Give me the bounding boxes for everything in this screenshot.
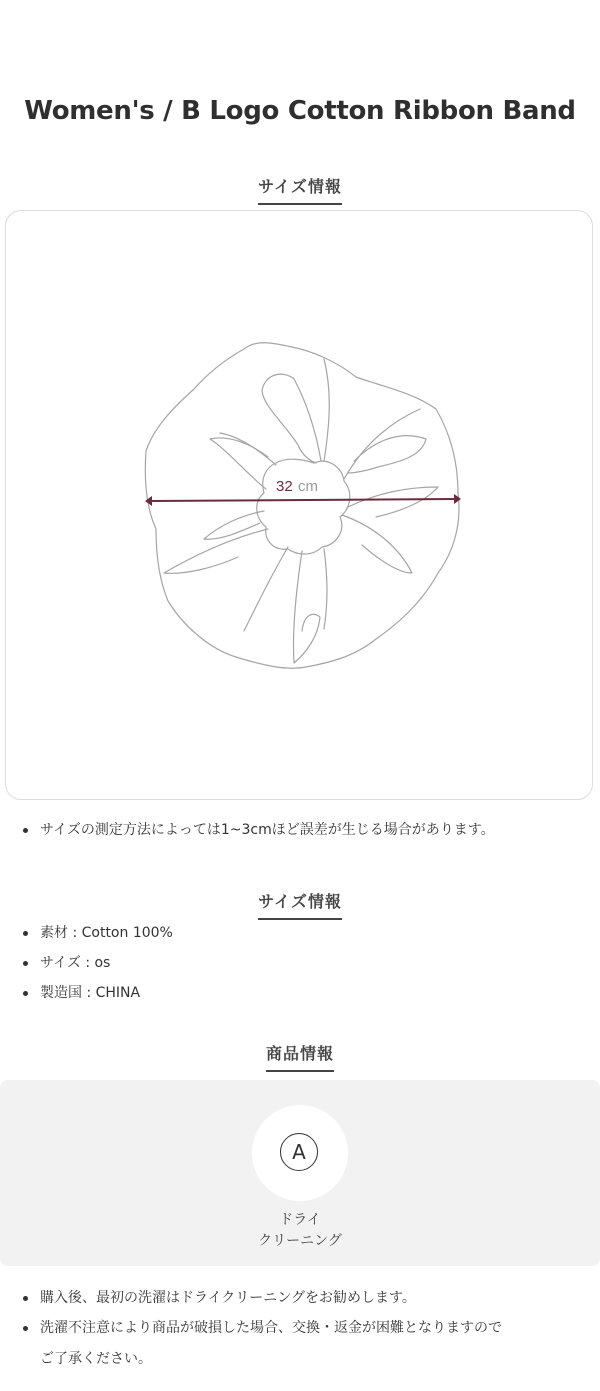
scrunchie-hole — [257, 459, 350, 554]
fold-top — [262, 374, 321, 463]
spec-size: サイズ : os — [22, 948, 582, 978]
measure-value: 32 — [276, 478, 293, 495]
fold-right-loop — [348, 436, 426, 473]
fold-lower-right — [342, 515, 412, 573]
measure-unit: cm — [298, 478, 318, 495]
product-title: Women's / B Logo Cotton Ribbon Band — [24, 96, 576, 126]
fold-top-right — [324, 359, 329, 461]
scrunchie-illustration — [6, 211, 594, 801]
size-note: サイズの測定方法によっては1~3cmほど誤差が生じる場合があります。 — [22, 815, 582, 845]
spec-origin: 製造国 : CHINA — [22, 978, 582, 1008]
product-info-heading: 商品情報 — [0, 1041, 600, 1072]
care-instructions-panel — [0, 1080, 600, 1266]
fold-left — [210, 438, 268, 489]
care-label: ドライ クリーニング — [258, 1212, 342, 1249]
fold-lower-left — [164, 529, 268, 573]
fold-left-loop — [204, 511, 264, 539]
spec-heading: サイズ情報 — [0, 889, 600, 920]
size-diagram-panel — [5, 210, 593, 800]
product-note: 洗濯不注意により商品が破損した場合、交換・返金が困難となりますので — [22, 1313, 582, 1343]
product-notes — [22, 1283, 582, 1343]
product-note-continued: ご了承ください。 — [40, 1351, 152, 1367]
fold-bottom — [293, 551, 320, 663]
measure-line — [150, 499, 456, 501]
spec-list — [22, 918, 582, 1008]
fold-upper-right — [344, 409, 420, 479]
fold-bottom-right — [324, 549, 327, 629]
spec-material: 素材 : Cotton 100% — [22, 918, 582, 948]
dry-clean-A-icon: A — [280, 1133, 318, 1171]
fold-right — [348, 487, 438, 517]
care-icon-circle — [252, 1105, 348, 1201]
fold-upper-left — [220, 433, 276, 465]
size-notes — [22, 815, 582, 845]
size-info-heading: サイズ情報 — [0, 174, 600, 205]
product-note: 購入後、最初の洗濯はドライクリーニングをお勧めします。 — [22, 1283, 582, 1313]
fold-bottom-left — [244, 547, 288, 631]
measure-arrow-right — [454, 494, 461, 504]
